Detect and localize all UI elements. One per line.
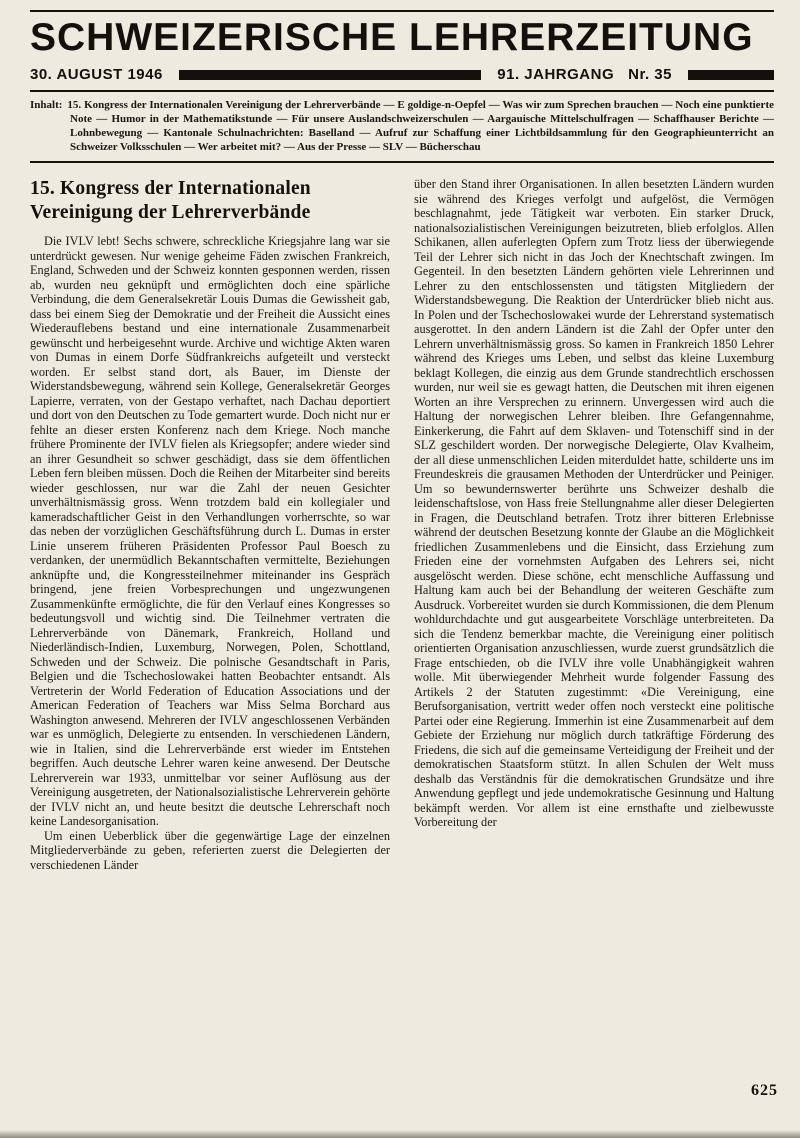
divider-bar-end [688,70,774,80]
top-rule [30,10,774,12]
issue-date: 30. AUGUST 1946 [30,66,163,84]
header-rule [30,90,774,92]
issue-number: Nr. 35 [628,66,672,84]
issue-line [30,66,774,83]
masthead-title: SCHWEIZERISCHE LEHRERZEITUNG [30,16,754,59]
right-column [414,177,774,1073]
page-number: 625 [751,1082,778,1099]
article-paragraph: Die IVLV lebt! Sechs schwere, schreckliche Kriegsjahre lang war sie unterdrückt gewesen. Nur wenige geheime Fäden zwischen Frankreich, England, Schweden und der Schweiz konnten gesponnen werden, rissen ab, wurden neu geknüpft und ermöglichten doch eine spärliche Verbindung, die dem Generalsekretär Louis Dumas die Gewissheit gab, dass bei einem Sieg der Demokratie und der Freiheit die Aussicht eines Wiederauflebens bestand und eine internationale Zusammenarbeit gewünscht und herbeigesehnt wurde. Archive und wichtige Akten waren von Dumas in einem Dorfe Südfrankreichs aufgeteilt und versteckt worden. Er selbst stand dort, als Bauer, im Dienste der Widerstandsbewegung, während sein Kollege, Generalsekretär Georges Lapierre, verraten, von der Gestapo verhaftet, nach Dachau deportiert und dort von den Deutschen zu Tode gemartert wurde. Doch nicht nur er fehlte an dieser ersten Konferenz nach dem Kriege. Noch manche frühere Prominente der IVLV fielen als Kriegsopfer; andere wieder sind an ihrer Gesundheit so schwer geschädigt, dass sie dem öffentlichen Leben fern bleiben müssen. Doch die Reihen der Mitarbeiter sind bereits wieder geschlossen, nur war die Zahl der neuen Gesichter unverhältnismässig gross. Wenn trotzdem bald ein kollegialer und kameradschaftlicher Geist in den Verhandlungen vorherrschte, so war das neben der vorzüglichen Geschäftsführung durch L. Dumas in erster Linie unserem früheren Präsidenten Professor Paul Boesch zu verdanken, der unermüdlich Bekanntschaften vermittelte, Beziehungen anknüpfte und, die Kongressteilnehmer miteinander ins Gespräch bringend, jene freien Vorbesprechungen und ungezwungenen Zusammenkünfte ermöglichte, die für den Verlauf eines Kongresses so bedeutungsvoll und wichtig sind. Die Teilnehmer vertraten die Lehrerverbände von Dänemark, Frankreich, Holland und Niederländisch-Indien, Luxemburg, Norwegen, Polen, Schottland, Schweden und der Schweiz. Die polnische Gesandtschaft in Paris, Belgien und die Tschechoslowakei hatten Beobachter entsandt. Als Vertreterin der World Federation of Education Associations und der American Federation of Teachers war Miss Selma Borchard aus Washington anwesend. Mehreren der IVLV angeschlossenen Verbänden war es unmöglich, Delegierte zu entsenden. In verschiedenen Ländern, wie in Italien, sind die Lehrerverbände erst wieder im Entstehen begriffen. Auch deutsche Lehrer waren keine anwesend. Der Deutsche Lehrerverein war 1933, unmittelbar vor seiner Auflösung aus der Vereinigung ausgetreten, der Nationalsozialistische Lehrerverein gehörte der IVLV nicht an, und heute besitzt die deutsche Lehrerschaft noch keine Landesorganisation. [30,234,390,829]
issue-volume: 91. JAHRGANG [497,66,615,84]
toc-rule [30,161,774,164]
left-column [30,177,390,1073]
toc-text: 15. Kongress der Internationalen Vereinigung der Lehrerverbände — E goldige-n-Oepfel — Was wir zum Sprechen brauchen — Noch eine punktierte Note — Humor in der Mathematikstunde — Für unsere Auslandschweizerschulen — Aargauische Mittelschulfragen — Schaffhauser Berichte — Lohnbewegung — Kantonale Schulnachrichten: Baselland — Aufruf zur Schaffung einer Lichtbildsammlung für den Geographieunterricht an Schweizer Volksschulen — Wer arbeitet mit? — Aus der Presse — SLV — Bücherschau [67,98,774,153]
toc-label: Inhalt: [30,98,63,111]
article-columns [30,177,774,1073]
divider-bar [179,70,481,80]
table-of-contents [30,98,774,154]
scan-edge-shadow [0,1130,800,1138]
article-paragraph: Um einen Ueberblick über die gegenwärtige Lage der einzelnen Mitgliederverbände zu geben, referierten zuerst die Delegierten der verschiedenen Länder [30,828,390,872]
article-title: 15. Kongress der Internationalen Vereinigung der Lehrerverbände [30,178,311,224]
article-paragraph: über den Stand ihrer Organisationen. In allen besetzten Ländern wurden sie während des Krieges verfolgt und aufgelöst, die Vermögen beschlagnahmt, jede Tätigkeit war verboten. Ein starker Druck, nationalsozialistischen Vereinigungen beizutreten, blieb erfolglos. Allen Schikanen, allen auferlegten Opfern zum Trotz liess der überwiegende Teil der Lehrer sich nicht in das Joch der Knechtschaft zwingen. Im Gegenteil. In den besetzten Ländern gehörten viele Lehrerinnen und Lehrer zu den entschlossensten und tätigsten Mitgliedern der Widerstandsbewegung. Die Reaktion der Unterdrücker blieb nicht aus. In Polen und der Tschechoslowakei wurde der Lehrerstand systematisch ausgerottet. In den andern Ländern ist die Zahl der Opfer unter den Lehrern unverhältnismässig gross. So kamen in Frankreich 1850 Lehrer während des Krieges ums Leben, und selbst das kleine Luxemburg beklagt Kollegen, die einzig aus dem Grunde standrechtlich erschossen wurden, nur weil sie es gewagt hatten, die Deutschen mit ihren eigenen Worten an ihre Versprechen zu erinnern. Unvergessen wird auch die Haltung der norwegischen Lehrer bleiben. Ihre Gefangennahme, Einkerkerung, die Fahrt auf dem Sklaven- und Totenschiff sind in der SLZ geschildert worden. Der norwegische Delegierte, Olav Kvalheim, der all diese unmenschlichen Leiden miterduldet hatte, schilderte uns im Freundeskreis die grausamen Methoden der Unterdrücker und Peiniger. Um so bewundernswerter berührte uns Schweizer deshalb die leidenschaftslose, von Hass freie Stellungnahme aller dieser Delegierten in Fragen, die Deutschland betrafen. Trotz ihrer bitteren Erlebnisse während der deutschen Besetzung konnte der Glaube an die Möglichkeit friedlichen Zusammenlebens und die Einsicht, dass Erziehung zum Frieden eine der vornehmsten Aufgaben des Lehrers sei, nicht ausgelöscht werden. Diese schöne, echt menschliche Auffassung und Haltung kam auch bei der Behandlung der weiteren Geschäfte zum Ausdruck. Vorbereitet wurden sie durch Kommissionen, die dem Plenum wohldurchdachte und gut ausgearbeitete Vorschläge unterbreiteten. Da sich die Tendenz bemerkbar machte, die Vereinigung einer politisch orientierten Organisation anzuschliessen, wurde zuerst grundsätzlich die Frage entschieden, ob die IVLV ihre volle Unabhängigkeit wahren wolle. Mit überwiegender Mehrheit wurde folgender Fassung des Artikels 2 der Statuten zugestimmt: «Die Vereinigung, eine Berufsorganisation, vertritt weder offen noch versteckt eine politische Partei oder eine Regierung. Immerhin ist eine Zusammenarbeit auf dem Gebiete der Erziehung nur möglich durch tatkräftige Förderung des Friedens, die sich auf die gemeinsame Verteidigung der Freiheit und der demokratischen Staatsform stützt. In allen Schulen der Welt muss deshalb das Verständnis für die demokratischen Grundsätze und ihre Anwendung gepflegt und jede undemokratische Gesinnung und Haltung bekämpft werden. Vor allem ist eine ernsthafte und zielbewusste Vorbereitung der [414,177,774,830]
